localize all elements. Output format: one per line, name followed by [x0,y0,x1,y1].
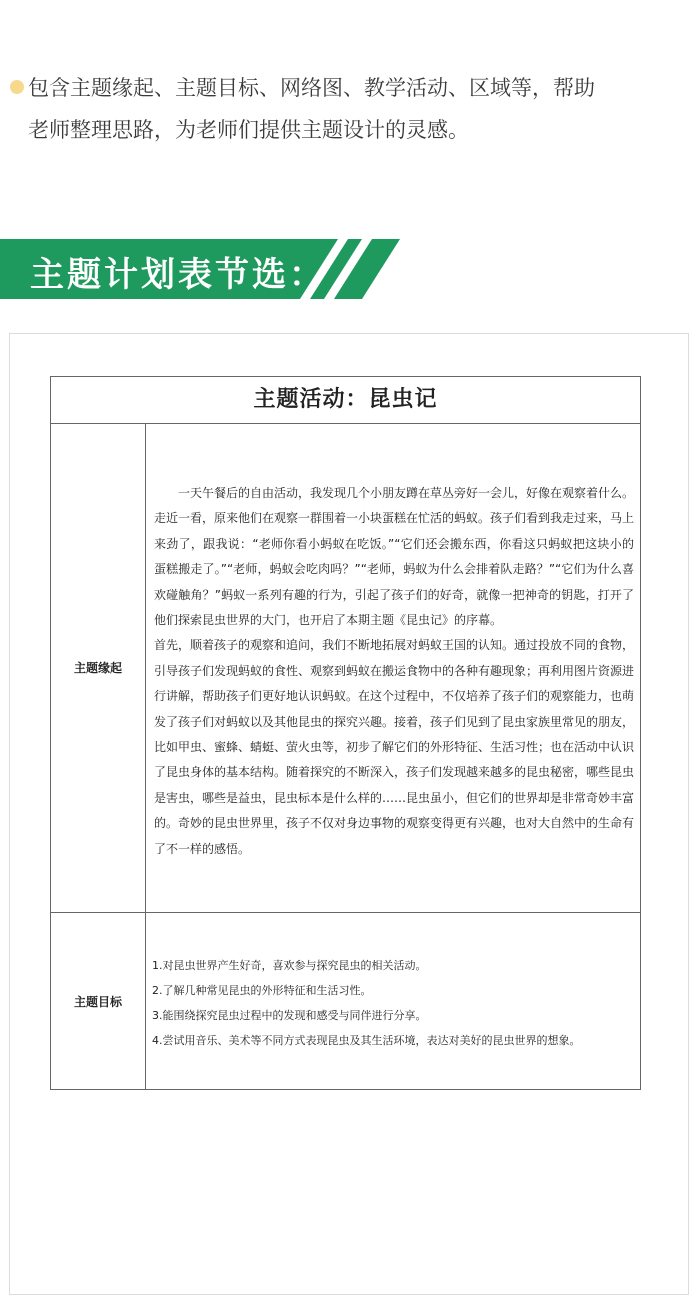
goal-item-4: 4.尝试用音乐、美术等不同方式表现昆虫及其生活环境，表达对美好的昆虫世界的想象。 [152,1034,581,1047]
goal-item-2: 2.了解几种常见昆虫的外形特征和生活习性。 [152,984,372,997]
bullet-dot-icon [10,80,24,94]
intro-text-line-2: 老师整理思路，为老师们提供主题设计的灵感。 [28,118,469,142]
goals-list [152,953,636,1053]
section-title: 主题计划表节选： [30,255,326,295]
intro-text-line-1: 包含主题缘起、主题目标、网络图、教学活动、区域等，帮助 [28,76,595,100]
theme-plan-table [50,376,641,1090]
origin-text [154,481,634,862]
origin-label: 主题缘起 [51,423,146,912]
goals-content-cell [146,913,640,1089]
origin-paragraph-1: 一天午餐后的自由活动，我发现几个小朋友蹲在草丛旁好一会儿，好像在观察着什么。走近一看，原来他们在观察一群围着一小块蛋糕在忙活的蚂蚁。孩子们看到我走过来，马上来劲了，跟我说：“老师你看小蚂蚁在吃饭。”“它们还会搬东西，你看这只蚂蚁把这块小的蛋糕搬走了。”“老师，蚂蚁会吃肉吗？”“老师，蚂蚁为什么会排着队走路？”“它们为什么喜欢碰触角？”蚂蚁一系列有趣的行为，引起了孩子们的好奇，就像一把神奇的钥匙，打开了他们探索昆虫世界的大门，也开启了本期主题《昆虫记》的序幕。 [154,486,635,628]
table-title: 主题活动：昆虫记 [51,377,640,424]
table-row-origin [51,423,640,913]
goal-item-1: 1.对昆虫世界产生好奇，喜欢参与探究昆虫的相关活动。 [152,959,427,972]
goals-label: 主题目标 [51,913,146,1089]
table-row-goals [51,913,640,1089]
origin-paragraph-2: 首先，顺着孩子的观察和追问，我们不断地拓展对蚂蚁王国的认知。通过投放不同的食物，引导孩子们发现蚂蚁的食性、观察到蚂蚁在搬运食物中的各种有趣现象；再利用图片资源进行讲解，帮助孩子们更好地认识蚂蚁。在这个过程中，不仅培养了孩子们的观察能力，也萌发了孩子们对蚂蚁以及其他昆虫的探究兴趣。接着，孩子们见到了昆虫家族里常见的朋友，比如甲虫、蜜蜂、蜻蜓、萤火虫等，初步了解它们的外形特征、生活习性；也在活动中认识了昆虫身体的基本结构。随着探究的不断深入，孩子们发现越来越多的昆虫秘密，哪些昆虫是害虫，哪些是益虫，昆虫标本是什么样的……昆虫虽小，但它们的世界却是非常奇妙丰富的。奇妙的昆虫世界里，孩子不仅对身边事物的观察变得更有兴趣，也对大自然中的生命有了不一样的感悟。 [154,638,635,856]
origin-content-cell [146,423,640,912]
goal-item-3: 3.能围绕探究昆虫过程中的发现和感受与同伴进行分享。 [152,1009,427,1022]
section-banner [0,239,400,299]
